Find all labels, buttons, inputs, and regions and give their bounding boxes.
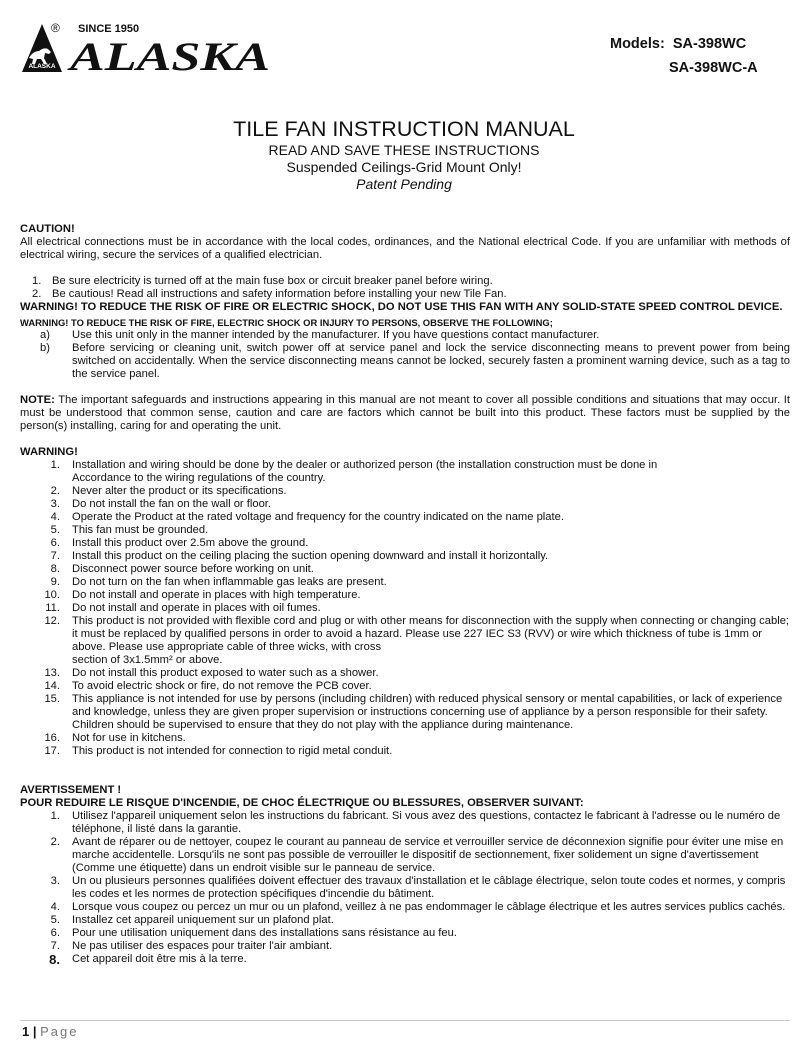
list-item: 5. Installez cet appareil uniquement sur un plafond plat. <box>50 914 334 926</box>
list-item: 8. Disconnect power source before working on unit. <box>50 563 314 575</box>
list-item: 14. To avoid electric shock or fire, do not remove the PCB cover. <box>44 680 372 692</box>
list-item: 3. Do not install the fan on the wall or floor. <box>50 498 272 510</box>
list-item: 7. Ne pas utiliser des espaces pour traiter l'air ambiant. <box>50 940 333 952</box>
note-label: NOTE: <box>20 394 55 406</box>
page-number: 1 <box>22 1024 30 1039</box>
since-text: SINCE 1950 <box>78 23 140 35</box>
caution-list <box>20 275 790 301</box>
avertissement-heading: AVERTISSEMENT ! <box>20 784 122 796</box>
avertissement-subheading: POUR REDUIRE LE RISQUE D'INCENDIE, DE CHOC ÉLECTRIQUE OU BLESSURES, OBSERVER SUIVANT: <box>20 797 584 809</box>
list-item: a) Use this unit only in the manner intended by the manufacturer. If you have questions contact manufacturer. <box>40 329 600 341</box>
list-item: 4. Lorsque vous coupez ou percez un mur ou un plafond, veillez à ne pas endommager le câblage électrique et les autres services publics cachés. <box>50 901 786 913</box>
footer-divider <box>20 1020 790 1021</box>
subtitle-read-save: READ AND SAVE THESE INSTRUCTIONS <box>268 142 540 158</box>
subtitle-patent: Patent Pending <box>356 176 452 192</box>
list-item: 10. Do not install and operate in places with high temperature. <box>44 589 361 601</box>
document-body <box>20 220 790 966</box>
logo-small-text: ALASKA <box>28 63 56 70</box>
list-item: 16. Not for use in kitchens. <box>44 732 186 744</box>
warning-solid-state: WARNING! TO REDUCE THE RISK OF FIRE OR ELECTRIC SHOCK, DO NOT USE THIS FAN WITH ANY SOLID-STATE SPEED CONTROL DEVICE. <box>20 301 783 313</box>
footer-separator: | <box>32 1024 37 1039</box>
alaska-logo <box>20 18 280 76</box>
model-2: SA-398WC-A <box>669 60 758 76</box>
brand-name: ALASKA <box>66 34 270 76</box>
list-item: 6. Pour une utilisation uniquement dans des installations sans résistance au feu. <box>50 927 457 939</box>
list-item: 1. Utilisez l'appareil uniquement selon les instructions du fabricant. Si vous avez des questions, contactez le fabricant à l'adresse ou le numéro de téléphone, il listé dans la garantie. <box>50 810 781 835</box>
page-word: Page <box>40 1024 79 1039</box>
list-item: 1. Be sure electricity is turned off at the main fuse box or circuit breaker panel before wiring. <box>32 275 493 287</box>
list-item: 2. Be cautious! Read all instructions and safety information before installing your new Tile Fan. <box>32 288 507 300</box>
list-item: 11. Do not install and operate in places with oil fumes. <box>45 602 321 614</box>
list-item: 9. Do not turn on the fan when inflammable gas leaks are present. <box>50 576 387 588</box>
warning-heading: WARNING! <box>20 446 78 458</box>
note-text: The important safeguards and instructions appearing in this manual are not meant to cover all possible conditions and situations that may occur. It must be understood that common sense, caution and care are factors which cannot be built into this product. These factors must be supplied by the person(s) installing, caring for and operating the unit. <box>20 394 790 432</box>
note-paragraph <box>20 394 790 433</box>
page-title: TILE FAN INSTRUCTION MANUAL <box>233 117 575 141</box>
list-item: 4. Operate the Product at the rated voltage and frequency for the country indicated on the name plate. <box>50 511 564 523</box>
list-item: 17. This product is not intended for connection to rigid metal conduit. <box>44 745 393 757</box>
list-item: 13. Do not install this product exposed to water such as a shower. <box>44 667 379 679</box>
list-item: 3. Un ou plusieurs personnes qualifiées doivent effectuer des travaux d'installation et le câblage électrique, selon toute codes et normes, y compris les codes et les normes de protection spécifiques d'incendie du bâtiment. <box>50 875 786 900</box>
registered-mark: ® <box>51 21 60 35</box>
model-1: SA-398WC <box>672 36 747 52</box>
warning-persons-list <box>20 329 790 381</box>
list-item: b) Before servicing or cleaning unit, switch power off at service panel and lock the service disconnecting means to prevent power from being switched on accidentally. When the service disconnecting means cannot be locked, securely fasten a prominent warning device, such as a tag to the service panel. <box>40 342 790 380</box>
list-item: 6. Install this product over 2.5m above the ground. <box>50 537 309 549</box>
title-block <box>0 116 808 193</box>
list-item: 2. Never alter the product or its specifications. <box>50 485 287 497</box>
list-item: 12. This product is not provided with flexible cord and plug or with other means for disconnection with the supply when connecting or changing cable; it must be replaced by qualified persons in order to avoid a hazard. Please use 227 IEC S3 (RVV) or wire which thickness of tube is 1mm or above. Please use appropriate cable of three wicks, with cross section of 3x1.5mm² or above. <box>44 615 790 666</box>
caution-heading: CAUTION! <box>20 223 75 235</box>
warning-list <box>20 459 790 758</box>
list-item: 15. This appliance is not intended for use by persons (including children) with reduced physical sensory or mental capabilities, or lack of experience and knowledge, unless they are given proper supervision or instructions concerning use of appliance by a person responsible for their safety. Children should be supervised to ensure that they do not play with the appliance during maintenance. <box>44 693 783 731</box>
caution-text: All electrical connections must be in accordance with the local codes, ordinances, and the National electrical Code. If you are unfamiliar with methods of electrical wiring, secure the services of a qualified electrician. <box>20 236 790 261</box>
models-label: Models: <box>610 36 665 52</box>
list-item: 5. This fan must be grounded. <box>50 524 209 536</box>
warning-persons-heading: WARNING! TO REDUCE THE RISK OF FIRE, ELECTRIC SHOCK OR INJURY TO PERSONS, OBSERVE THE FOLLOWING; <box>20 317 553 328</box>
list-item: 1. Installation and wiring should be done by the dealer or authorized person (the installation construction must be done in Accordance to the wiring regulations of the country. <box>50 459 658 484</box>
list-item: 2. Avant de réparer ou de nettoyer, coupez le courant au panneau de service et verrouiller service de déconnexion signifie pour éviter une mise en marche accidentelle. Lorsqu'ils ne sont pas possible de verrouiller le dispositif de sectionnement, fixer solidement un signe d'avertissement (Comme une étiquette) dans un endroit visible sur le panneau de service. <box>50 836 784 874</box>
list-item: 8. Cet appareil doit être mis à la terre. <box>49 952 247 967</box>
models-block <box>610 32 758 80</box>
subtitle-mount: Suspended Ceilings-Grid Mount Only! <box>286 159 522 175</box>
list-item: 7. Install this product on the ceiling placing the suction opening downward and install it horizontally. <box>50 550 549 562</box>
page-footer <box>22 1024 79 1039</box>
avertissement-list <box>20 810 790 966</box>
